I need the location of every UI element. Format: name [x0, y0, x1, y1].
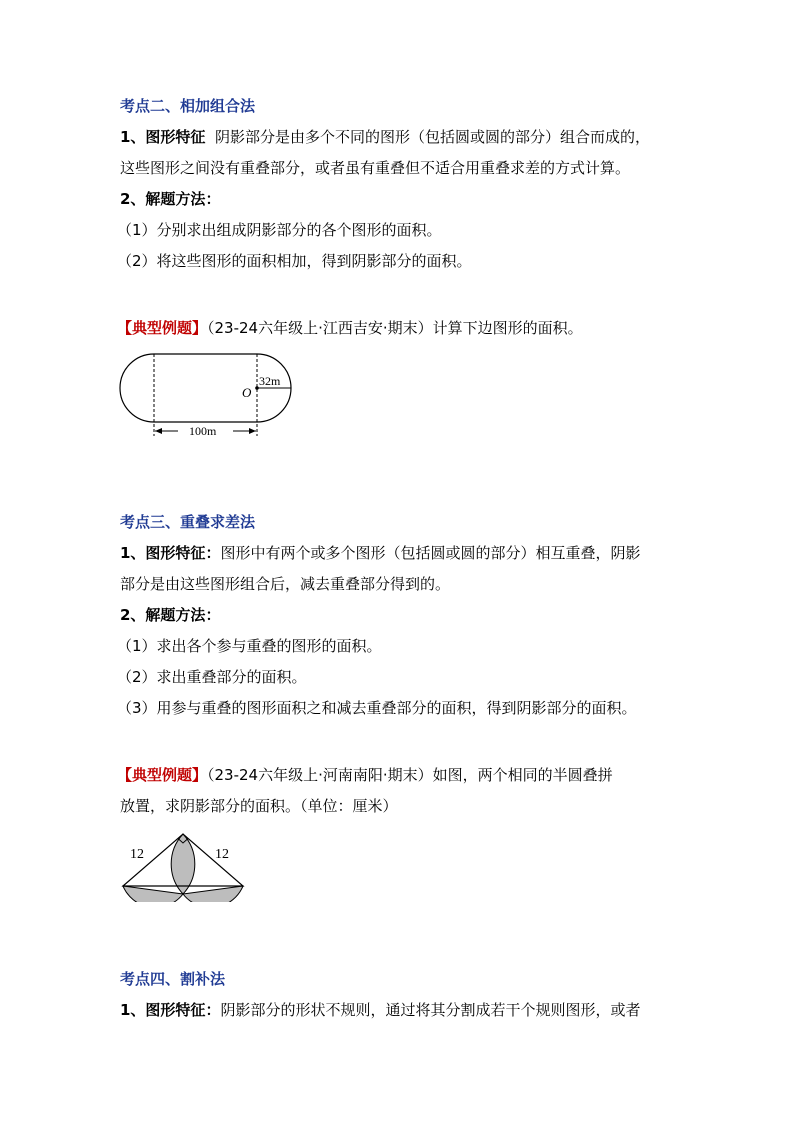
feature-label: 1、图形特征： — [120, 544, 221, 562]
example-tag: 【典型例题】 — [117, 766, 208, 784]
example-text: （23-24六年级上·江西吉安·期末）计算下边图形的面积。 — [207, 319, 583, 337]
method-step-2-2: （2）将这些图形的面积相加，得到阴影部分的面积。 — [117, 252, 472, 270]
feature-text-cont: 部分是由这些图形组合后，减去重叠部分得到的。 — [120, 575, 451, 593]
method-label-3: 2、解题方法： — [120, 606, 221, 624]
left-side-label: 12 — [130, 847, 144, 862]
feature-paragraph-3 — [120, 543, 640, 563]
shaded-segment-right — [183, 886, 243, 902]
arrow-right-icon — [249, 428, 256, 434]
method-step-2-1: （1）分别求出组成阴影部分的各个图形的面积。 — [117, 221, 442, 239]
feature-label: 1、图形特征 — [120, 128, 206, 146]
radius-label: 32m — [259, 374, 281, 388]
running-track-figure — [118, 350, 298, 442]
length-label: 100m — [189, 424, 217, 438]
example-tag: 【典型例题】 — [117, 319, 208, 337]
example-3-cont: 放置，求阴影部分的面积。（单位：厘米） — [120, 797, 398, 815]
example-2 — [117, 318, 583, 338]
example-text: （23-24六年级上·河南南阳·期末）如图，两个相同的半圆叠拼 — [207, 766, 613, 784]
feature-text: 阴影部分是由多个不同的图形（包括圆或圆的部分）组合而成的， — [205, 128, 650, 146]
arrow-left-icon — [155, 428, 162, 434]
section-heading-2: 考点二、相加组合法 — [120, 97, 256, 115]
feature-text-cont: 这些图形之间没有重叠部分，或者虽有重叠但不适合用重叠求差的方式计算。 — [120, 159, 631, 177]
feature-paragraph-4 — [120, 1000, 640, 1020]
shaded-segment-left — [123, 886, 183, 902]
feature-label: 1、图形特征： — [120, 1001, 221, 1019]
center-label: O — [242, 385, 252, 400]
section-heading-3: 考点三、重叠求差法 — [120, 513, 256, 531]
method-label-2: 2、解题方法： — [120, 190, 221, 208]
method-step-3-3: （3）用参与重叠的图形面积之和减去重叠部分的面积，得到阴影部分的面积。 — [117, 699, 637, 717]
feature-paragraph-2 — [120, 127, 650, 147]
section-heading-4: 考点四、割补法 — [120, 970, 226, 988]
overlapping-semicircles-figure — [118, 826, 248, 902]
feature-text: 图形中有两个或多个图形（包括圆或圆的部分）相互重叠，阴影 — [220, 544, 641, 562]
right-side-label: 12 — [215, 847, 229, 862]
feature-text: 阴影部分的形状不规则，通过将其分割成若干个规则图形，或者 — [220, 1001, 641, 1019]
example-3 — [117, 765, 613, 785]
method-step-3-2: （2）求出重叠部分的面积。 — [117, 668, 307, 686]
method-step-3-1: （1）求出各个参与重叠的图形的面积。 — [117, 637, 382, 655]
